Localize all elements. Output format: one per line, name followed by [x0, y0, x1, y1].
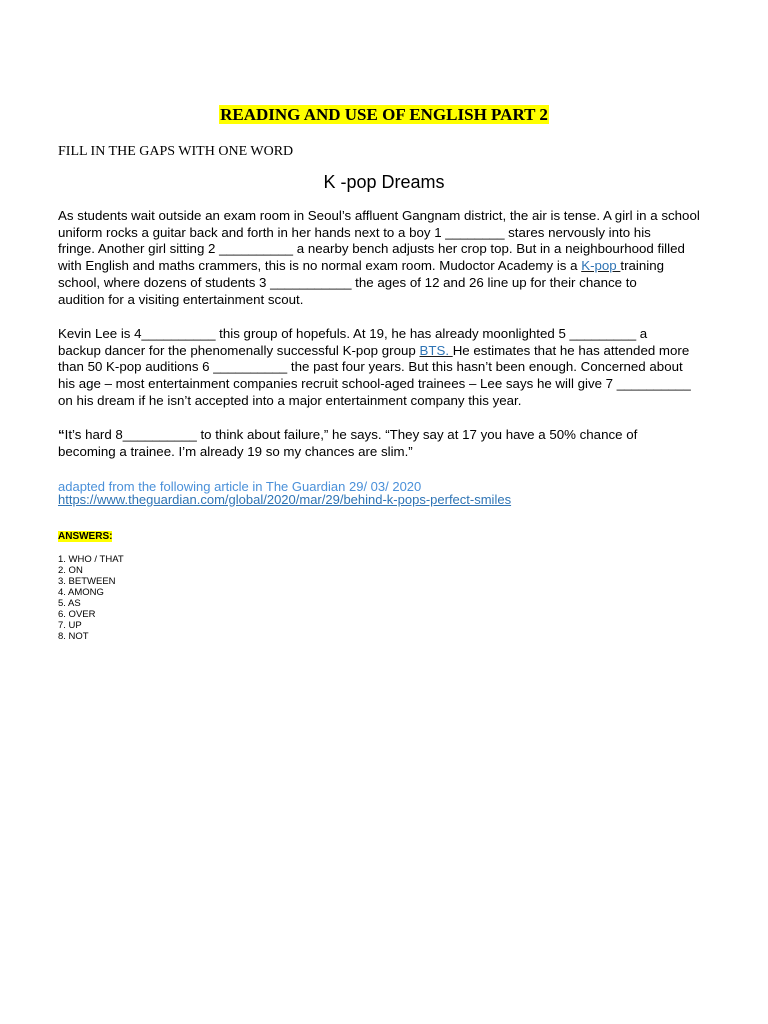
kpop-link[interactable]: K-pop	[581, 258, 621, 274]
paragraph-text: It’s hard 8__________ to think about failure,” he says. “They say at 17 you have a 50% chance of	[64, 427, 638, 442]
answer-item: 2. ON	[58, 565, 83, 576]
paragraph-line: his age – most entertainment companies recruit school-aged trainees – Lee says he will give 7 __________	[58, 376, 691, 392]
answer-item: 6. OVER	[58, 609, 96, 620]
paragraph-line: Kevin Lee is 4__________ this group of hopefuls. At 19, he has already moonlighted 5 _________ a	[58, 326, 648, 341]
article-paragraph-3	[58, 427, 710, 460]
exercise-instruction: FILL IN THE GAPS WITH ONE WORD	[58, 144, 294, 159]
answers-heading	[58, 531, 112, 543]
paragraph-line	[58, 258, 710, 275]
answers-label-highlight: ANSWERS:	[58, 531, 113, 542]
answer-item: 4. AMONG	[58, 587, 104, 598]
source-attribution: adapted from the following article in The Guardian 29/ 03/ 2020	[58, 479, 422, 494]
source-url-link[interactable]: https://www.theguardian.com/global/2020/mar/29/behind-k-pops-perfect-smiles	[58, 492, 512, 507]
answer-item: 1. WHO / THAT	[58, 554, 124, 565]
paragraph-line	[58, 427, 710, 444]
paragraph-line: uniform rocks a guitar back and forth in her hands next to a boy 1 ________ stares nervously into his	[58, 224, 651, 240]
paragraph-line: on his dream if he isn’t accepted into a major entertainment company this year.	[58, 392, 522, 408]
bts-link[interactable]: BTS.	[419, 342, 453, 358]
paragraph-line: school, where dozens of students 3 ___________ the ages of 12 and 26 line up for their chance to	[58, 274, 637, 290]
heading-highlight: READING AND USE OF ENGLISH PART 2	[220, 105, 548, 124]
answer-item: 7. UP	[58, 620, 82, 631]
article-title: K -pop Dreams	[323, 172, 445, 192]
paragraph-line	[58, 343, 710, 360]
page-heading	[0, 105, 768, 125]
paragraph-text: with English and maths crammers, this is no normal exam room. Mudoctor Academy is a	[58, 258, 582, 274]
paragraph-text: He estimates that he has attended more	[452, 342, 690, 358]
answer-item: 5. AS	[58, 598, 81, 609]
paragraph-line: becoming a trainee. I’m already 19 so my chances are slim.”	[58, 443, 413, 459]
paragraph-line: As students wait outside an exam room in Seoul’s affluent Gangnam district, the air is tense. A girl in a school	[58, 208, 700, 223]
paragraph-line: fringe. Another girl sitting 2 __________ a nearby bench adjusts her crop top. But in a neighbourhood filled	[58, 241, 685, 257]
answers-list	[58, 554, 124, 642]
answer-item: 3. BETWEEN	[58, 576, 116, 587]
article-paragraph-2	[58, 326, 710, 410]
paragraph-text: training	[620, 258, 665, 274]
answer-item: 8. NOT	[58, 631, 89, 642]
article-paragraph-1	[58, 208, 710, 308]
paragraph-text: backup dancer for the phenomenally successful K-pop group	[58, 342, 420, 358]
opening-quote: “	[58, 427, 65, 442]
paragraph-line: audition for a visiting entertainment scout.	[58, 291, 304, 307]
paragraph-line: than 50 K-pop auditions 6 __________ the past four years. But this hasn’t been enough. Concerned about	[58, 359, 683, 375]
